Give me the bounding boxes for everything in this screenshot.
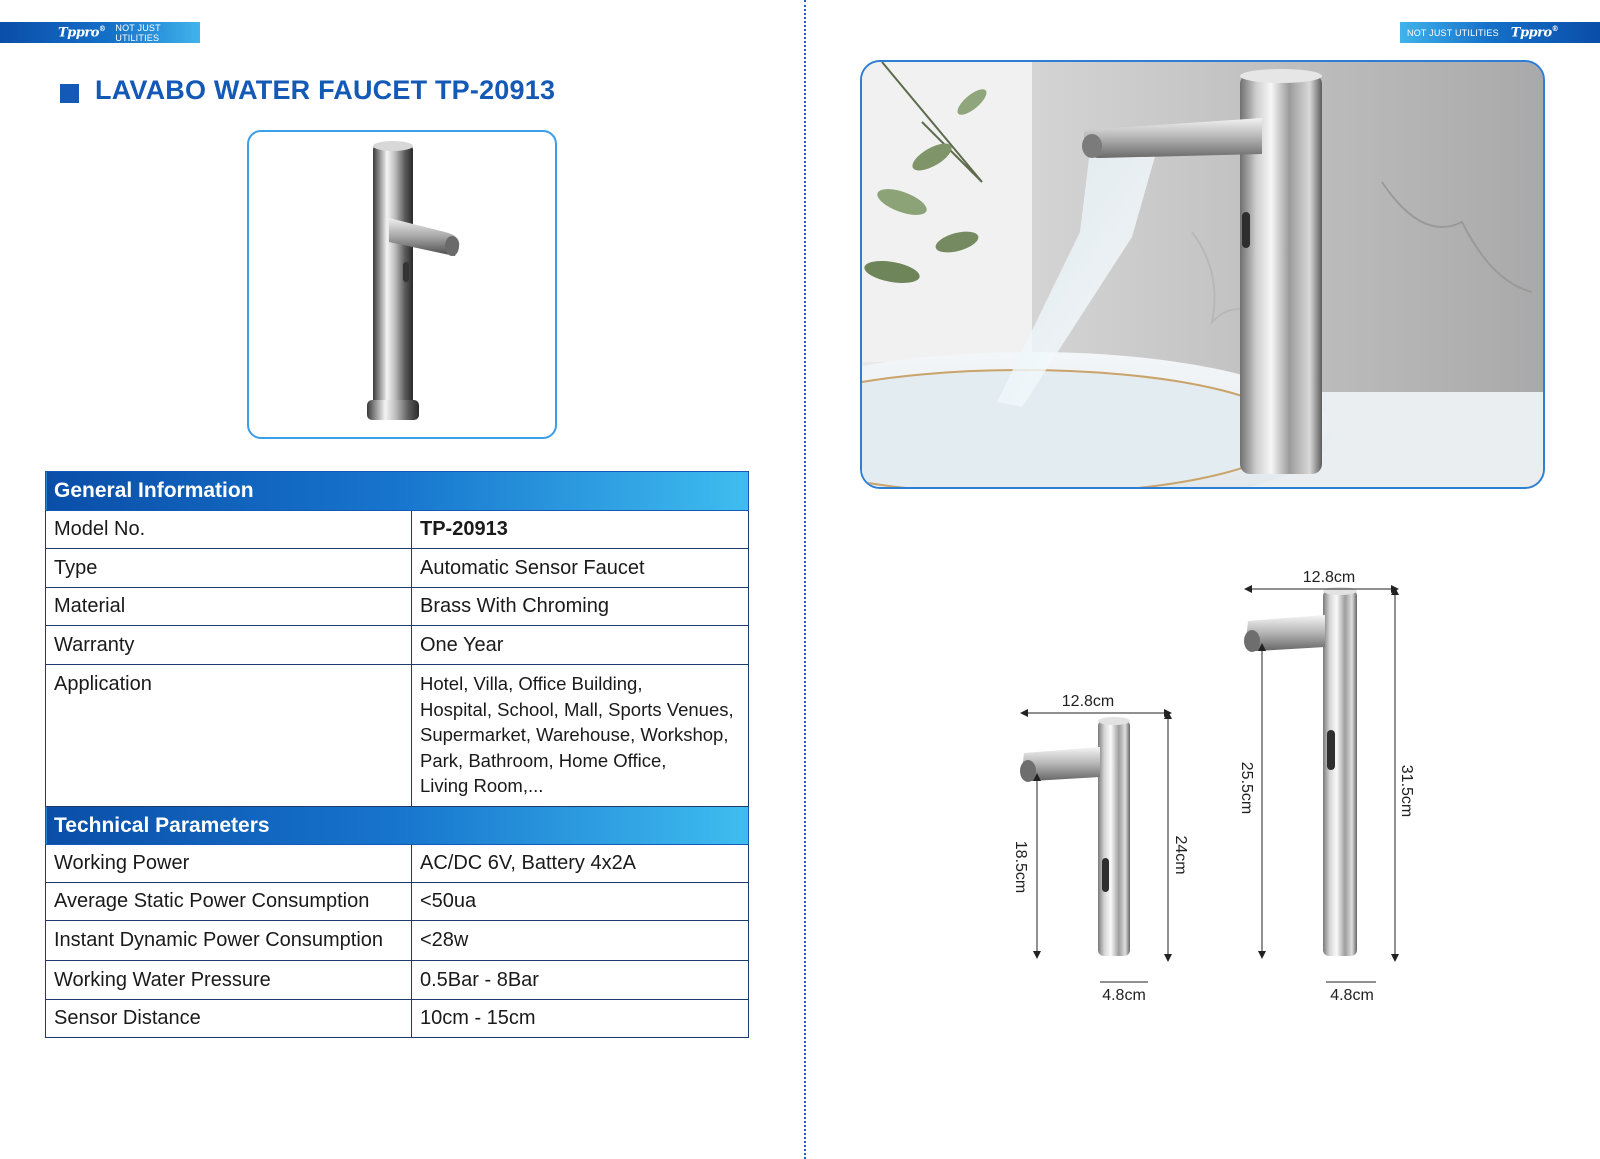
table-row (46, 883, 749, 921)
table-row (46, 961, 749, 1000)
brand-logo: Tppro® (58, 24, 106, 41)
tall-base-label: 4.8cm (1330, 987, 1374, 1004)
table-row (46, 588, 749, 626)
application-line: Supermarket, Warehouse, Workshop, (420, 724, 729, 745)
title-bullet-icon (60, 84, 79, 103)
row-label: Application (46, 665, 412, 807)
table-row (46, 549, 749, 588)
table-row (46, 845, 749, 883)
product-thumbnail (247, 130, 557, 439)
row-value: One Year (412, 626, 749, 665)
short-height-label: 24cm (1172, 835, 1189, 875)
row-label: Material (46, 588, 412, 626)
row-label: Working Power (46, 845, 412, 883)
short-spout-height-label: 18.5cm (1012, 840, 1029, 894)
row-label: Average Static Power Consumption (46, 883, 412, 921)
brand-logo: Tppro® (1510, 24, 1559, 41)
application-value (412, 665, 749, 807)
page-title: LAVABO WATER FAUCET TP-20913 (95, 75, 556, 105)
row-value: 0.5Bar - 8Bar (412, 961, 749, 1000)
row-label: Model No. (46, 511, 412, 549)
row-value: <28w (412, 921, 749, 961)
row-value: Automatic Sensor Faucet (412, 549, 749, 588)
tall-width-label: 12.8cm (1302, 569, 1356, 586)
row-label: Type (46, 549, 412, 588)
tall-spout-height-label: 25.5cm (1238, 761, 1255, 815)
row-value: Brass With Chroming (412, 588, 749, 626)
row-value: TP-20913 (412, 511, 749, 549)
faucet-image (249, 132, 555, 437)
table-row (46, 1000, 749, 1038)
faucet-in-use-image (862, 62, 1543, 487)
row-label: Warranty (46, 626, 412, 665)
row-value: <50ua (412, 883, 749, 921)
dimensions-drawing (980, 555, 1430, 1025)
short-width-label: 12.8cm (1061, 693, 1115, 710)
section-header (46, 472, 749, 511)
table-row (46, 665, 749, 807)
row-label: Sensor Distance (46, 1000, 412, 1038)
row-label: Instant Dynamic Power Consumption (46, 921, 412, 961)
page-divider (804, 0, 806, 1159)
application-line: Hotel, Villa, Office Building, (420, 673, 643, 694)
hero-photo (860, 60, 1545, 489)
general-information-heading: General Information (46, 472, 749, 511)
row-value: 10cm - 15cm (412, 1000, 749, 1038)
table-row (46, 511, 749, 549)
application-line: Living Room,... (420, 775, 544, 796)
table-row (46, 626, 749, 665)
spec-table (45, 471, 749, 1038)
header-bar-left (0, 22, 200, 43)
application-line: Park, Bathroom, Home Office, (420, 749, 667, 771)
brand-slogan: NOT JUST UTILITIES (115, 22, 161, 43)
section-header (46, 807, 749, 845)
row-value: AC/DC 6V, Battery 4x2A (412, 845, 749, 883)
header-bar-right (1400, 22, 1600, 43)
tall-height-label: 31.5cm (1398, 764, 1415, 818)
short-base-label: 4.8cm (1102, 987, 1146, 1004)
row-label: Working Water Pressure (46, 961, 412, 1000)
dimensions-diagram (980, 555, 1430, 1025)
application-line: Hospital, School, Mall, Sports Venues, (420, 698, 734, 720)
technical-parameters-heading: Technical Parameters (46, 807, 749, 845)
brand-slogan: NOT JUST UTILITIES (1407, 27, 1499, 38)
table-row (46, 921, 749, 961)
